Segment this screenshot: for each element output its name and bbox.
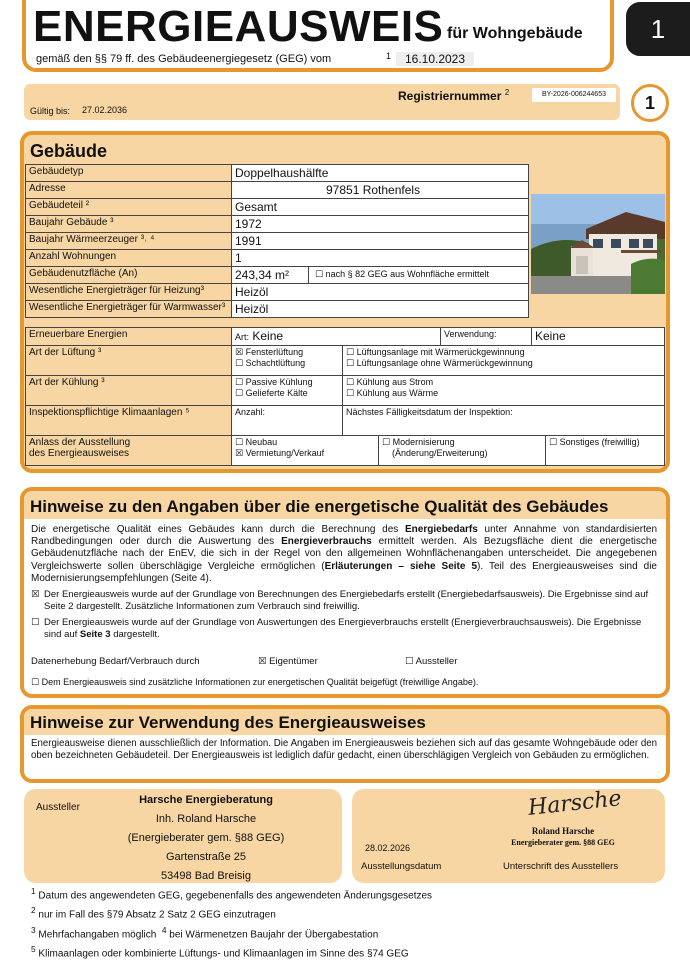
footnote-1-text: Datum des angewendeten GEG, gegebenenfalls des angewendeten Änderungsgesetzes	[38, 890, 433, 902]
table-row	[26, 199, 529, 216]
issue-date: 28.02.2026	[365, 843, 411, 853]
table-row	[26, 182, 529, 199]
checkbox-icon[interactable]: ☐	[405, 656, 414, 667]
option-consumption-b: Seite 3	[79, 629, 111, 640]
reason-opt4-label: Sonstiges (freiwillig)	[559, 437, 640, 447]
building-table-2	[25, 327, 665, 346]
checkbox-icon[interactable]: ☐	[382, 437, 391, 447]
reason-opt3-label: Modernisierung	[392, 437, 455, 447]
row-label	[26, 436, 232, 466]
building-section-title: Gebäude	[30, 141, 108, 161]
reason-options-right	[546, 436, 665, 466]
checkbox-checked-icon[interactable]: ☒	[31, 589, 40, 600]
checkbox-icon[interactable]: ☐	[235, 437, 244, 447]
ventilation-opt4	[346, 358, 661, 369]
issuer-qualification: (Energieberater gem. §88 GEG)	[127, 832, 285, 844]
reason-opt4	[549, 437, 661, 448]
checkbox-icon[interactable]: ☐	[31, 677, 40, 687]
ventilation-opt1	[235, 347, 339, 358]
usage-notes-text: Energieausweise dienen ausschließlich der Information. Die Angaben im Energieausweis beziehen sich auf das gesamte Wohngebäude oder den oben bezeichneten Gebäudeteil. Der Energieausweis ist lediglich dafür gedacht, einen überschlägigen Vergleich von Gebäuden zu ermöglichen.	[31, 738, 657, 761]
floor-area-text: 243,34 m²	[232, 267, 309, 283]
row-label: Baujahr Gebäude ³	[26, 216, 232, 233]
quality-notes-title: Hinweise zu den Angaben über die energetische Qualität des Gebäudes	[30, 497, 609, 516]
checkbox-icon[interactable]: ☐	[235, 358, 244, 368]
checkbox-icon[interactable]: ☐	[31, 617, 40, 628]
issue-date-label: Ausstellungsdatum	[361, 861, 442, 872]
heater-year-value: 1991	[232, 233, 529, 250]
document-title-suffix: für Wohngebäude	[447, 25, 583, 42]
table-row	[26, 436, 665, 466]
footnote-5-text: Klimaanlagen oder kombinierte Lüftungs- und Klimaanlagen im Sinne des §74 GEG	[38, 948, 409, 960]
floor-area-value	[232, 267, 529, 284]
footnote-2	[31, 903, 432, 922]
checkbox-icon[interactable]: ☐	[315, 269, 324, 279]
footnote-3-text: Mehrfachangaben möglich	[38, 928, 157, 940]
reason-opt2	[235, 448, 375, 459]
option-consumption-text	[44, 617, 657, 641]
year-built-value: 1972	[232, 216, 529, 233]
signature-label: Unterschrift des Ausstellers	[503, 861, 619, 872]
valid-until-date: 27.02.2036	[82, 105, 128, 115]
building-table-4	[25, 435, 665, 466]
ventilation-opt4-label: Lüftungsanlage ohne Wärmerückgewinnung	[356, 358, 533, 368]
building-table-wrapper	[25, 164, 529, 318]
floor-area-option	[309, 267, 495, 283]
table-row	[26, 406, 665, 436]
checkbox-icon[interactable]: ☐	[346, 358, 355, 368]
footnote-2-number: 2	[31, 905, 36, 916]
building-table-3	[25, 345, 665, 436]
usage-notes-title: Hinweise zur Verwendung des Energieausweises	[30, 713, 426, 732]
cooling-opt2	[235, 388, 339, 399]
registration-label-text: Registriernummer	[398, 89, 502, 103]
footnote-ref: 1	[386, 51, 392, 61]
address-text: 97851 Rothenfels	[326, 183, 421, 197]
checkbox-icon[interactable]: ☐	[235, 388, 244, 398]
option-demand	[31, 589, 657, 613]
building-photo	[531, 194, 665, 294]
issuer-option-label: Aussteller	[415, 656, 458, 667]
checkbox-icon[interactable]: ☐	[346, 347, 355, 357]
table-row	[26, 233, 529, 250]
reason-label-2: des Energieausweises	[29, 448, 130, 459]
page-circle: 1	[631, 84, 669, 122]
table-row	[26, 250, 529, 267]
reason-opt2-label: Vermietung/Verkauf	[245, 448, 325, 458]
reason-options-left	[232, 436, 379, 466]
checkbox-icon[interactable]: ☐	[549, 437, 558, 447]
footnote-4-text: bei Wärmenetzen Baujahr der Übergabestation	[169, 928, 379, 940]
footnote-5	[31, 942, 432, 961]
data-collection-issuer	[405, 656, 457, 667]
stamp-name: Roland Harsche	[531, 826, 595, 836]
notes-text-g: ). Teil des Energieausweises sind die Modernisierungsempfehlungen (Seite 4).	[31, 560, 657, 584]
ventilation-opt1-label: Fensterlüftung	[245, 347, 304, 357]
footnote-2-text: nur im Fall des §79 Absatz 2 Satz 2 GEG einzutragen	[38, 909, 276, 921]
checkbox-checked-icon[interactable]: ☒	[235, 347, 244, 357]
row-label: Inspektionspflichtige Klimaanlagen ⁵	[26, 406, 232, 436]
address-value	[232, 182, 529, 199]
geg-date: 16.10.2023	[396, 52, 474, 66]
cooling-options-right	[343, 376, 665, 406]
option-demand-text: Der Energieausweis wurde auf der Grundlage von Berechnungen des Energiebedarfs erstellt (Energiebedarfsausweis). Die Ergebnisse sind auf Seite 2 dargestellt. Zusätzliche Informationen zum Verbrauch sind freiwillig.	[44, 589, 649, 612]
renewable-usage-value: Keine	[532, 328, 665, 346]
notes-text-e: ermittelt werden. Als Bezugsfläche dient die energetische Gebäudenutzfläche nach der EnEV, die sich in der Regel von den allgemeinen Wohnflächenangaben unterscheidet. Die angegebenen Vergleichswerte sollen überschlägige Vergleiche ermöglichen (	[31, 536, 657, 572]
footnote-3-4	[31, 923, 432, 942]
footnotes	[31, 884, 432, 961]
footnote-3-number: 3	[31, 924, 36, 935]
row-label: Erneuerbare Energien	[26, 328, 232, 346]
issuer-owner: Inh. Roland Harsche	[155, 813, 257, 825]
signature: Harsche	[526, 786, 623, 821]
cooling-options-left	[232, 376, 343, 406]
issuer-company: Harsche Energieberatung	[139, 794, 273, 806]
renewable-type-value: Keine	[252, 329, 284, 343]
table-row	[26, 301, 529, 318]
ventilation-opt2-label: Schachtlüftung	[245, 358, 306, 368]
footnote-1	[31, 884, 432, 903]
issuer-street: Gartenstraße 25	[165, 851, 247, 863]
cooling-opt3-label: Kühlung aus Strom	[356, 377, 434, 387]
document-title: ENERGIEAUSWEIS	[33, 2, 444, 51]
cooling-opt4-label: Kühlung aus Wärme	[356, 388, 439, 398]
floor-area-option-text: nach § 82 GEG aus Wohnfläche ermittelt	[325, 269, 490, 279]
row-label: Art der Lüftung ³	[26, 346, 232, 376]
registration-footnote: 2	[504, 88, 510, 97]
table-row	[26, 346, 665, 376]
table-row	[26, 165, 529, 182]
footnote-4-number: 4	[161, 924, 167, 935]
additional-info-text: Dem Energieausweis sind zusätzliche Informationen zur energetischen Qualität beigefügt (freiwillige Angabe).	[41, 677, 479, 687]
row-label: Baujahr Wärmeerzeuger ³˒ ⁴	[26, 233, 232, 250]
notes-text-c: unter Annahme von standardisierten Randbedingungen oder durch die Auswertung des	[31, 524, 658, 548]
checkbox-icon[interactable]: ☐	[346, 388, 355, 398]
issuer-label: Aussteller	[36, 802, 80, 813]
option-consumption	[31, 617, 657, 641]
additional-info-option	[31, 677, 478, 688]
ventilation-options-right	[343, 346, 665, 376]
row-label: Gebäudenutzfläche (An)	[26, 267, 232, 284]
ventilation-options-left	[232, 346, 343, 376]
stamp-title: Energieberater gem. §88 GEG	[511, 838, 615, 847]
row-label: Anzahl Wohnungen	[26, 250, 232, 267]
cooling-opt4	[346, 388, 661, 399]
valid-until-label: Gültig bis:	[30, 106, 71, 116]
registration-number: BY-2026-006244653	[532, 88, 616, 102]
table-row	[26, 216, 529, 233]
reason-options-middle	[379, 436, 546, 466]
renewable-type	[232, 328, 441, 346]
row-label: Adresse	[26, 182, 232, 199]
registration-label	[398, 88, 509, 103]
building-table-lower	[25, 327, 665, 466]
reason-opt1-label: Neubau	[245, 437, 278, 447]
table-row	[26, 284, 529, 301]
building-part-value: Gesamt	[232, 199, 529, 216]
row-label: Gebäudetyp	[26, 165, 232, 182]
usage-label: Verwendung:	[441, 328, 532, 346]
ventilation-opt2	[235, 358, 339, 369]
checkbox-icon[interactable]: ☐	[235, 377, 244, 387]
stamp	[496, 826, 630, 848]
quality-notes-text	[31, 524, 657, 585]
heating-energy-value: Heizöl	[232, 284, 529, 301]
page-number-badge: 1	[626, 2, 690, 56]
notes-text-f: Erläuterungen – siehe Seite 5	[324, 560, 478, 572]
reason-opt3	[382, 437, 542, 448]
cooling-opt1-label: Passive Kühlung	[245, 377, 313, 387]
row-label: Wesentliche Energieträger für Heizung³	[26, 284, 232, 301]
ventilation-opt3-label: Lüftungsanlage mit Wärmerückgewinnung	[356, 347, 525, 357]
reason-label-1: Anlass der Ausstellung	[29, 437, 131, 448]
issuer-city: 53498 Bad Breisig	[161, 870, 251, 882]
reason-opt3b: (Änderung/Erweiterung)	[392, 448, 488, 458]
cooling-opt3	[346, 377, 661, 388]
footnote-5-number: 5	[31, 943, 36, 954]
reason-opt1	[235, 437, 375, 448]
owner-label: Eigentümer	[269, 656, 318, 667]
type-label: Art:	[235, 332, 250, 342]
table-row	[26, 267, 529, 284]
table-row	[26, 328, 665, 346]
data-collection-owner	[258, 656, 318, 667]
option-consumption-c: dargestellt.	[110, 629, 160, 640]
option-consumption-a: Der Energieausweis wurde auf der Grundlage von Auswertungen des Energieverbrauchs erstellt (Energieverbrauchsausweis). Die Ergebnisse sind auf	[44, 617, 642, 640]
footnote-1-number: 1	[31, 886, 36, 896]
issuer-address	[96, 791, 316, 886]
geg-reference: gemäß den §§ 79 ff. des Gebäudeenergiegesetz (GEG) vom	[36, 53, 332, 65]
checkbox-icon[interactable]: ☐	[346, 377, 355, 387]
building-table	[25, 164, 529, 318]
building-photo-image	[531, 194, 665, 294]
row-label: Gebäudeteil ²	[26, 199, 232, 216]
notes-text-d: Energieverbrauchs	[281, 536, 372, 548]
checkbox-checked-icon[interactable]: ☒	[235, 448, 244, 458]
ac-count-label: Anzahl:	[232, 406, 343, 436]
apartments-value: 1	[232, 250, 529, 267]
hot-water-energy-value: Heizöl	[232, 301, 529, 318]
ventilation-opt3	[346, 347, 661, 358]
table-row	[26, 376, 665, 406]
data-collection-label: Datenerhebung Bedarf/Verbrauch durch	[31, 656, 200, 667]
notes-text-b: Energiebedarfs	[405, 524, 478, 535]
checkbox-checked-icon[interactable]: ☒	[258, 656, 267, 667]
row-label: Art der Kühlung ³	[26, 376, 232, 406]
notes-text-a: Die energetische Qualität eines Gebäudes kann durch die Berechnung des	[31, 524, 406, 535]
cooling-opt2-label: Gelieferte Kälte	[245, 388, 308, 398]
building-type-value: Doppelhaushälfte	[232, 165, 529, 182]
ac-inspection-label: Nächstes Fälligkeitsdatum der Inspektion:	[343, 406, 665, 436]
cooling-opt1	[235, 377, 339, 388]
row-label: Wesentliche Energieträger für Warmwasser³	[26, 301, 232, 318]
